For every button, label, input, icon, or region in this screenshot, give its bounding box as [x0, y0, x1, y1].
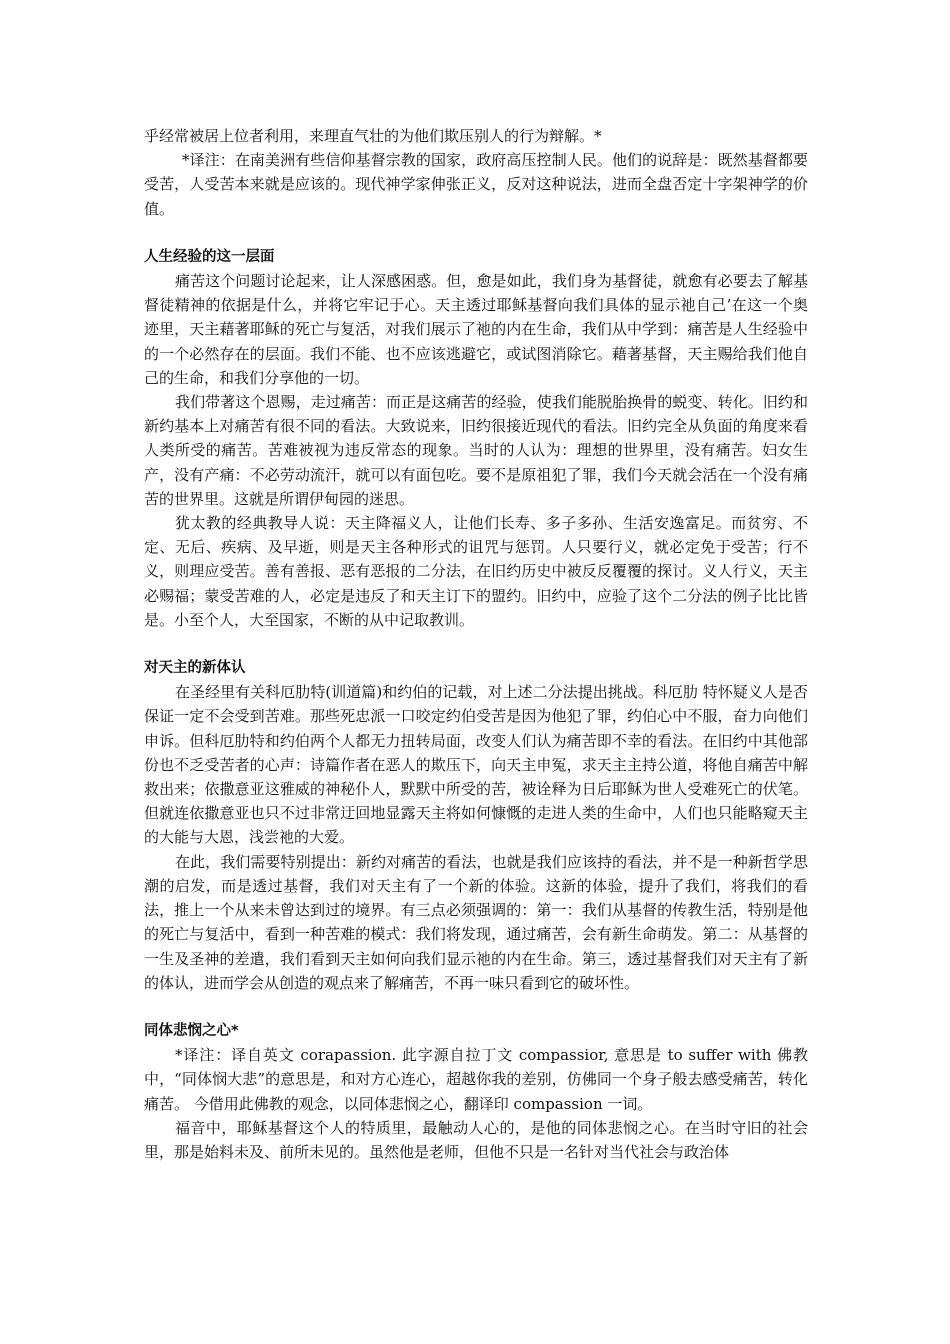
paragraph: 在圣经里有关科厄肋特(训道篇)和约伯的记载，对上述二分法提出挑战。科厄肋 特怀疑义人是否保证一定不会受到苦难。那些死忠派一口咬定约伯受苦是因为他犯了罪，约伯心中不服，奋力向他们申诉。但科厄肋特和约伯两个人都无力扭转局面，改变人们认为痛苦即不幸的看法。在旧约中其他部份也不乏受苦者的心声：诗篇作者在恶人的欺压下，向天主申冤，求天主主持公道，将他自痛苦中解救出来；依撒意亚这雅威的神秘仆人，默默中所受的苦，被诠释为日后耶稣为世人受难死亡的伏笔。但就连依撒意亚也只不过非常迂回地显露天主将如何慷慨的走进人类的生命中，人们也只能略窥天主的大能与大恩，浅尝祂的大爱。 — [144, 683, 808, 847]
paragraph: 我们带著这个恩赐，走过痛苦：而正是这痛苦的经验，使我们能脱胎换骨的蜕变、转化。旧约和新约基本上对痛苦有很不同的看法。大致说来，旧约很接近现代的看法。旧约完全从负面的角度来看人类所受的痛苦。苦难被视为违反常态的现象。当时的人认为：理想的世界里，没有痛苦。妇女生产，没有产痛：不必劳动流汗，就可以有面包吃。要不是原祖犯了罪，我们今天就会活在一个没有痛苦的世界里。这就是所谓伊甸园的迷思。 — [144, 393, 808, 508]
section-heading-3: 同体悲悯之心* — [144, 1022, 239, 1039]
section-heading-1: 人生经验的这一层面 — [144, 248, 275, 265]
paragraph: 痛苦这个问题讨论起来，让人深感困惑。但，愈是如此，我们身为基督徒，就愈有必要去了解基督徒精神的依据是什么，并将它牢记于心。天主透过耶稣基督向我们具体的显示祂自己’在这一个奥迹里，天主藉著耶稣的死亡与复活，对我们展示了祂的内在生命，我们从中学到：痛苦是人生经验中的一个必然存在的层面。我们不能、也不应该逃避它，或试图消除它。藉著基督，天主赐给我们他自己的生命，和我们分享他的一切。 — [144, 272, 808, 387]
translator-note-1: *译注：在南美洲有些信仰基督宗教的国家，政府高压控制人民。他们的说辞是：既然基督都要受苦，人受苦本来就是应该的。现代神学家伸张正义，反对这种说法，进而全盘否定十字架神学的价值。 — [144, 151, 808, 218]
section-heading-2: 对天主的新体认 — [144, 660, 246, 677]
paragraph-continuation: 乎经常被居上位者利用，来理直气壮的为他们欺压别人的行为辩解。* — [144, 127, 602, 145]
translator-note-2: *译注：译自英文 corapassion. 此字源自拉丁文 compassior, 意思是 to suffer with 佛教中，“同体悯大悲”的意思是，和对方心连心，超越你我的差别，仿佛同一个身子般去感受痛苦，转化痛苦。 今借用此佛教的观念，以同体悲悯之心，翻译印 compassion 一词。 — [144, 1046, 808, 1113]
paragraph: 犹太教的经典教导人说：天主降福义人，让他们长寿、多子多孙、生活安逸富足。而贫穷、不定、无后、疾病、及早逝，则是天主各种形式的诅咒与惩罚。人只要行义，就必定免于受苦；行不义，则理应受苦。善有善报、恶有恶报的二分法，在旧约历史中被反反覆覆的探讨。义人行义，天主必赐福；蒙受苦难的人，必定是违反了和天主订下的盟约。旧约中，应验了这个二分法的例子比比皆是。小至个人，大至国家，不断的从中记取教训。 — [144, 514, 808, 629]
paragraph: 在此，我们需要特别提出：新约对痛苦的看法，也就是我们应该持的看法，并不是一种新哲学思潮的启发，而是透过基督，我们对天主有了一个新的体验。这新的体验，提升了我们，将我们的看法，推上一个从来未曾达到过的境界。有三点必须强调的：第一：我们从基督的传教生活，特别是他的死亡与复活中，看到一种苦难的模式：我们将发现，通过痛苦，会有新生命萌发。第二：从基督的一生及圣神的差遣，我们看到天主如何向我们显示祂的内在生命。第三，透过基督我们对天主有了新的体认，进而学会从创造的观点来了解痛苦，不再一味只看到它的破坏性。 — [144, 852, 808, 992]
document-page — [144, 124, 808, 1164]
paragraph: 福音中，耶稣基督这个人的特质里，最触动人心的，是他的同体悲悯之心。在当时守旧的社会里，那是始料未及、前所未见的。虽然他是老师，但他不只是一名针对当代社会与政治体 — [144, 1118, 808, 1161]
